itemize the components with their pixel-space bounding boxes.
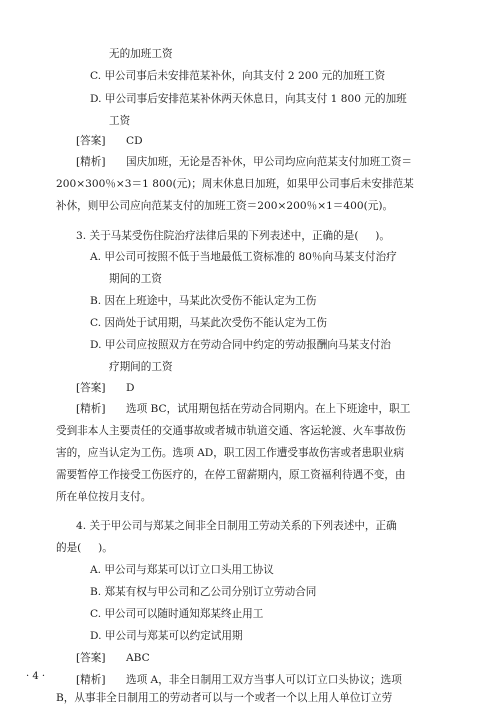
answer-label: [答案] (76, 382, 106, 394)
explanation-line: 选项 BC，试用期包括在劳动合同期内。在上下班途中，职工 (126, 403, 411, 415)
answer-label: [答案] (76, 652, 106, 664)
explanation-label: [精析] (76, 156, 106, 168)
explanation-line: 200×300％×3＝1 800(元)；周末休息日加班，如果甲公司事后未安排范某 (56, 178, 414, 190)
option-d-line1: D. 甲公司应按照双方在劳动合同中约定的劳动报酬向马某支付治 (90, 339, 391, 351)
answer-label: [答案] (76, 135, 106, 147)
option-a-line1: A. 甲公司可按照不低于当地最低工资标准的 80％向马某支付治疗 (90, 251, 397, 263)
explanation-line: B，从事非全日制用工的劳动者可以与一个或者一个以上用人单位订立劳 (56, 692, 393, 704)
option-d-line2: 疗期间的工资 (109, 361, 173, 373)
question-4-title-line2: 的是( )。 (56, 542, 113, 554)
option-b: B. 郑某有权与甲公司和乙公司分别订立劳动合同 (90, 586, 317, 598)
page-number: · 4 · (26, 671, 46, 682)
option-d: D. 甲公司与郑某可以约定试用期 (90, 630, 243, 642)
explanation-line: 补休，则甲公司应向范某支付的加班工资＝200×200％×1＝400(元)。 (56, 200, 394, 212)
question-4-title-line1: 4. 关于甲公司与郑某之间非全日制用工劳动关系的下列表述中，正确 (76, 520, 397, 532)
explanation-line: 受到非本人主要责任的交通事故或者城市轨道交通、客运轮渡、火车事故伤 (56, 425, 406, 437)
option-d-line1: D. 甲公司事后安排范某补休两天休息日，向其支付 1 800 元的加班 (90, 93, 407, 105)
option-a: A. 甲公司与郑某可以订立口头用工协议 (90, 564, 274, 576)
explanation-line: 害的，应当认定为工伤。选项 AD，职工因工作遭受事故伤害或者患职业病 (56, 447, 404, 459)
question-3-title: 3. 关于马某受伤住院治疗法律后果的下列表述中，正确的是( )。 (76, 230, 391, 242)
explanation-line: 需要暂停工作接受工伤医疗的，在停工留薪期内，原工资福利待遇不变，由 (56, 469, 406, 481)
answer-value: D (126, 382, 135, 394)
option-continuation: 无的加班工资 (109, 48, 173, 60)
option-c: C. 因尚处于试用期，马某此次受伤不能认定为工伤 (90, 317, 327, 329)
explanation-line: 选项 A，非全日制用工双方当事人可以订立口头协议；选项 (126, 674, 402, 686)
explanation-label: [精析] (76, 674, 106, 686)
answer-value: ABC (126, 652, 150, 664)
option-b: B. 因在上班途中，马某此次受伤不能认定为工伤 (90, 295, 317, 307)
explanation-label: [精析] (76, 403, 106, 415)
explanation-line: 所在单位按月支付。 (56, 491, 152, 503)
explanation-line: 国庆加班，无论是否补休，甲公司均应向范某支付加班工资＝ (126, 156, 413, 168)
option-c: C. 甲公司可以随时通知郑某终止用工 (90, 608, 264, 620)
answer-value: CD (126, 135, 143, 147)
option-d-line2: 工资 (109, 115, 131, 127)
option-a-line2: 期间的工资 (109, 273, 162, 285)
option-c: C. 甲公司事后未安排范某补休，向其支付 2 200 元的加班工资 (90, 70, 386, 82)
